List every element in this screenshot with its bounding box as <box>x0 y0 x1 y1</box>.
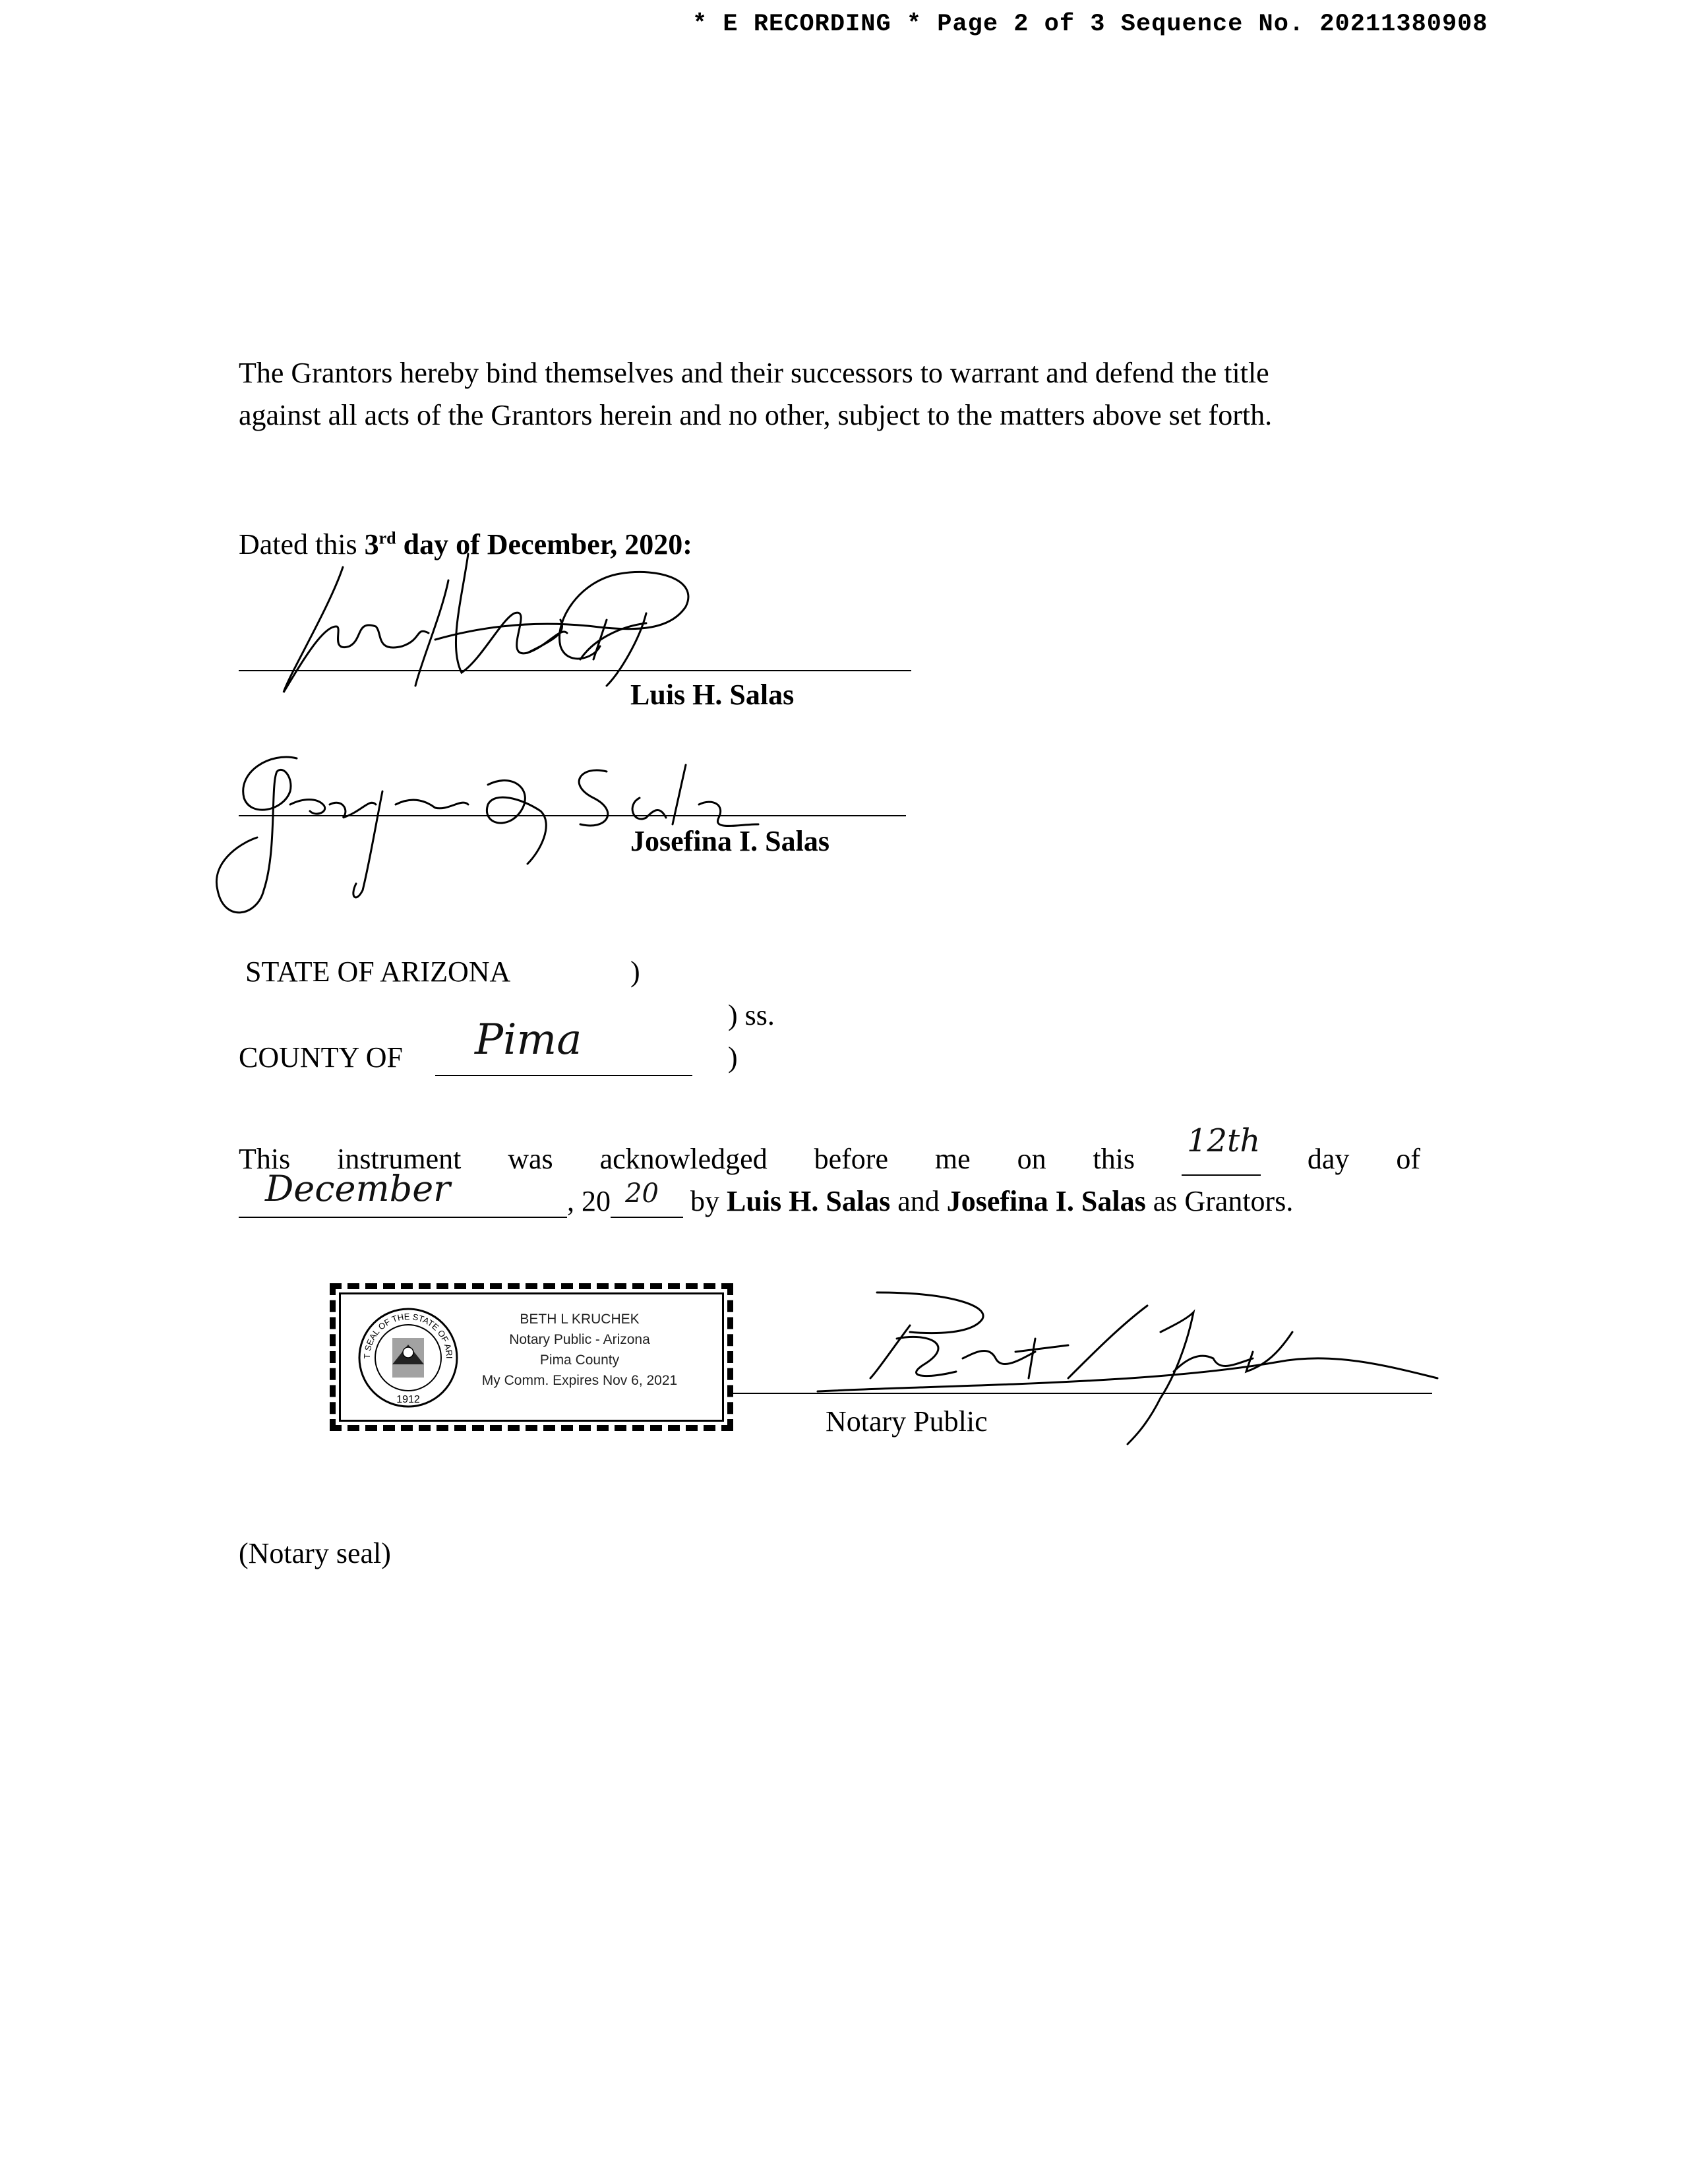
venue-ss: ) ss. <box>728 999 775 1031</box>
ack-name-1: Luis H. Salas <box>727 1185 891 1217</box>
ack-by: by <box>683 1185 727 1217</box>
venue-county-label: COUNTY OF <box>239 1041 403 1074</box>
ack-of-word: of <box>1396 1143 1420 1175</box>
county-handwritten: Pima <box>475 1016 582 1064</box>
ack-year-handwritten: 20 <box>625 1178 659 1209</box>
dated-rest: day of December, 2020: <box>396 528 692 561</box>
notary-public-label: Notary Public <box>826 1405 988 1438</box>
ack-month-blank <box>239 1168 567 1218</box>
ack-word: before <box>814 1143 888 1175</box>
ack-year-blank <box>611 1178 683 1218</box>
stamp-notary-title: Notary Public - Arizona <box>509 1332 650 1347</box>
acknowledgment-line-2 <box>239 1168 1294 1218</box>
ack-and: and <box>890 1185 947 1217</box>
ack-word: acknowledged <box>599 1143 768 1175</box>
signature-line-luis <box>239 670 911 671</box>
dated-prefix: Dated this <box>239 528 365 561</box>
stamp-expires: My Comm. Expires Nov 6, 2021 <box>481 1373 678 1388</box>
ack-day-word: day <box>1307 1143 1350 1175</box>
ack-word: me <box>934 1143 971 1175</box>
ack-word: was <box>508 1143 553 1175</box>
ack-as: as Grantors. <box>1145 1185 1294 1217</box>
state-seal-icon <box>351 1297 461 1410</box>
stamp-notary-name: BETH L KRUCHEK <box>520 1312 640 1327</box>
notary-stamp <box>330 1283 733 1431</box>
ack-month-handwritten: December <box>265 1168 450 1209</box>
ack-name-2: Josefina I. Salas <box>946 1185 1146 1217</box>
recording-header: * E RECORDING * Page 2 of 3 Sequence No. 20211380908 <box>692 11 1488 38</box>
ack-day-blank <box>1182 1122 1261 1176</box>
stamp-text <box>467 1309 692 1391</box>
signer-name-josefina: Josefina I. Salas <box>630 825 829 857</box>
notary-signature-line <box>733 1393 1432 1394</box>
county-underline <box>435 1075 692 1076</box>
seal-text: GREAT SEAL OF THE STATE OF ARIZONA <box>351 1297 455 1359</box>
signature-line-josefina <box>239 815 906 816</box>
warranty-paragraph: The Grantors hereby bind themselves and their successors to warrant and defend the title against all acts of the Grantors herein and no other, subject to the matters above set forth. <box>239 357 1273 431</box>
ack-day-handwritten: 12th <box>1186 1122 1261 1159</box>
stamp-county: Pima County <box>539 1352 620 1368</box>
notary-seal-note: (Notary seal) <box>239 1537 391 1569</box>
ack-word: instrument <box>337 1143 462 1175</box>
venue-state: STATE OF ARIZONA <box>245 956 511 988</box>
venue-paren-close: ) <box>728 1041 738 1074</box>
dated-day-suffix: rd <box>378 528 396 548</box>
dated-day: 3 <box>364 528 379 561</box>
venue-paren-open: ) <box>630 956 640 988</box>
ack-year-prefix: , 20 <box>567 1185 611 1217</box>
ack-word: on <box>1017 1143 1046 1175</box>
ack-word: this <box>1093 1143 1135 1175</box>
signer-name-luis: Luis H. Salas <box>630 679 795 711</box>
seal-year: 1912 <box>396 1394 420 1405</box>
ack-word: This <box>239 1143 291 1175</box>
